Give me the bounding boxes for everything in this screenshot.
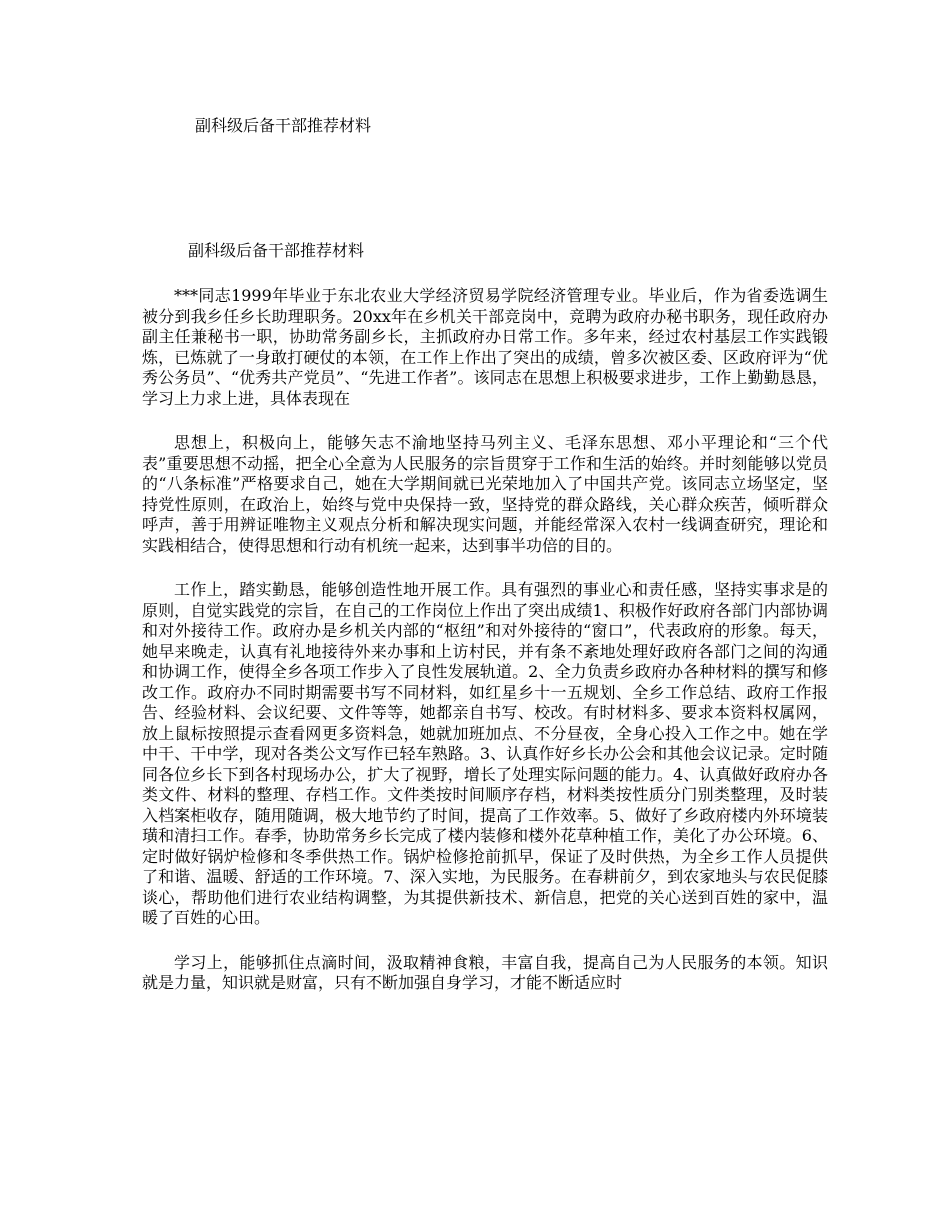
- document-title: 副科级后备干部推荐材料: [188, 241, 365, 260]
- document-body: [142, 286, 828, 1018]
- paragraph-thought: 思想上，积极向上，能够矢志不渝地坚持马列主义、毛泽东思想、邓小平理论和“三个代表”重要思想不动摇，把全心全意为人民服务的宗旨贯穿于工作和生活的始终。并时刻能够以党员的“八条标准”严格要求自己，她在大学期间就已光荣地加入了中国共产党。该同志立场坚定，坚持党性原则，在政治上，始终与党中央保持一致，坚持党的群众路线，关心群众疾苦，倾听群众呼声，善于用辨证唯物主义观点分析和解决现实问题，并能经常深入农村一线调查研究，理论和实践相结合，使得思想和行动有机统一起来，达到事半功倍的目的。: [142, 433, 828, 555]
- paragraph-study: 学习上，能够抓住点滴时间，汲取精神食粮，丰富自我，提高自己为人民服务的本领。知识就是力量，知识就是财富，只有不断加强自身学习，才能不断适应时: [142, 952, 828, 992]
- paragraph-intro: ***同志1999年毕业于东北农业大学经济贸易学院经济管理专业。毕业后，作为省委选调生被分到我乡任乡长助理职务。20xx年在乡机关干部竞岗中，竞聘为政府办秘书职务，现任政府办副主任兼秘书一职，协助常务副乡长，主抓政府办日常工作。多年来，经过农村基层工作实践锻炼，已炼就了一身敢打硬仗的本领，在工作上作出了突出的成绩，曾多次被区委、区政府评为“优秀公务员”、“优秀共产党员”、“先进工作者”。该同志在思想上积极要求进步，工作上勤勤恳恳，学习上力求上进，具体表现在: [142, 286, 828, 408]
- page-header-title: 副科级后备干部推荐材料: [195, 116, 372, 135]
- paragraph-work: 工作上，踏实勤恳，能够创造性地开展工作。具有强烈的事业心和责任感，坚持实事求是的原则，自觉实践党的宗旨，在自己的工作岗位上作出了突出成绩1、积极作好政府各部门内部协调和对外接待工作。政府办是乡机关内部的“枢纽”和对外接待的“窗口”，代表政府的形象。每天，她早来晚走，认真有礼地接待外来办事和上访村民，并有条不紊地处理好政府各部门之间的沟通和协调工作，使得全乡各项工作步入了良性发展轨道。2、全力负责乡政府办各种材料的撰写和修改工作。政府办不同时期需要书写不同材料，如红星乡十一五规划、全乡工作总结、政府工作报告、经验材料、会议纪要、文件等等，她都亲自书写、校改。有时材料多、要求本资料权属网，放上鼠标按照提示查看网更多资料急，她就加班加点、不分昼夜，全身心投入工作之中。她在学中干、干中学，现对各类公文写作已轻车熟路。3、认真作好乡长办公会和其他会议记录。定时随同各位乡长下到各村现场办公，扩大了视野，增长了处理实际问题的能力。4、认真做好政府办各类文件、材料的整理、存档工作。文件类按时间顺序存档，材料类按性质分门别类整理，及时装入档案柜收存，随用随调，极大地节约了时间，提高了工作效率。5、做好了乡政府楼内外环境装璜和清扫工作。春季，协助常务乡长完成了楼内装修和楼外花草种植工作，美化了办公环境。6、定时做好锅炉检修和冬季供热工作。锅炉检修抢前抓早，保证了及时供热，为全乡工作人员提供了和谐、温暖、舒适的工作环境。7、深入实地，为民服务。在春耕前夕，到农家地头与农民促膝谈心，帮助他们进行农业结构调整，为其提供新技术、新信息，把党的关心送到百姓的家中，温暖了百姓的心田。: [142, 580, 828, 927]
